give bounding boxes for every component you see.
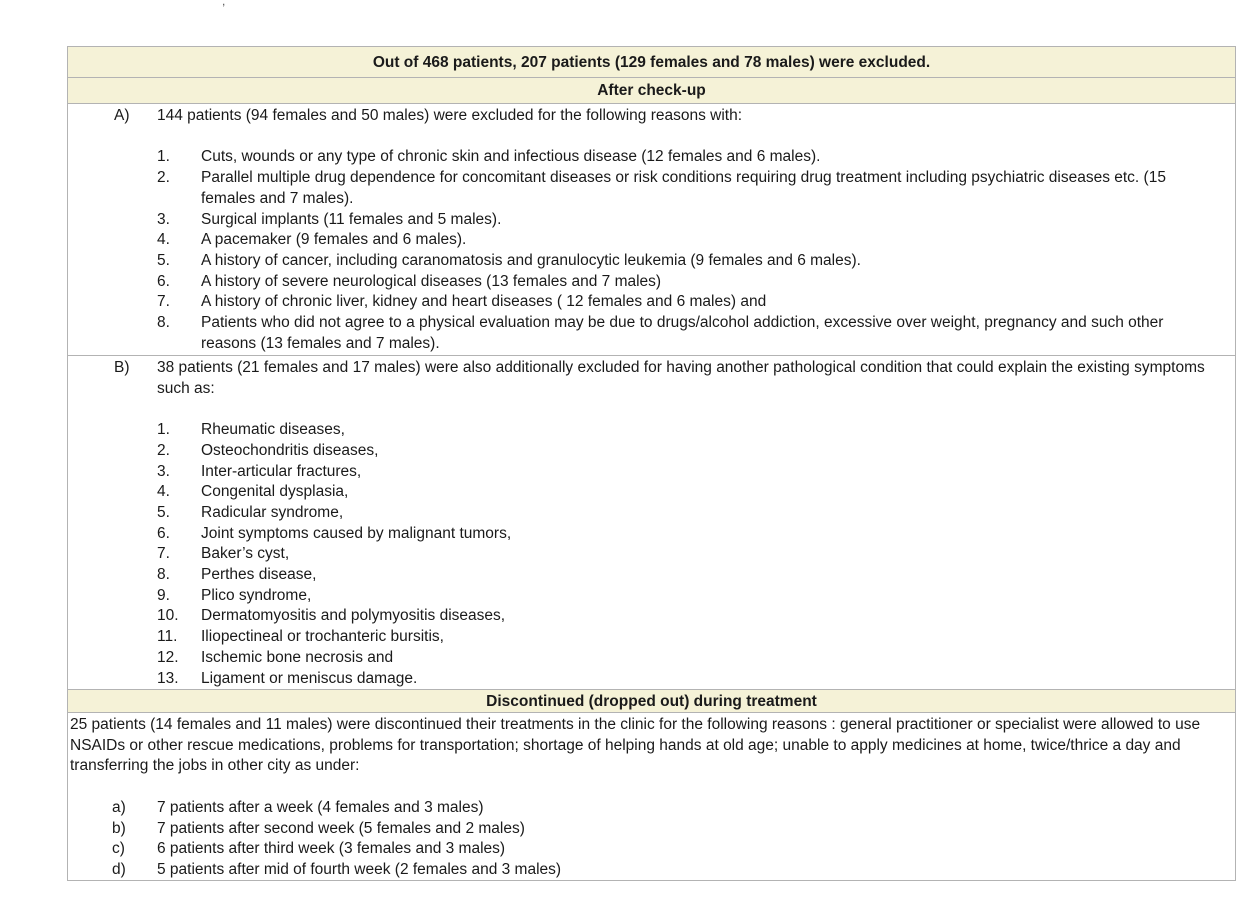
discontinued-header: Discontinued (dropped out) during treatment bbox=[68, 689, 1235, 713]
section-b-list bbox=[157, 420, 1215, 689]
list-item-number: a) bbox=[112, 798, 126, 816]
list-item bbox=[157, 441, 1215, 462]
list-item-text: Radicular syndrome, bbox=[201, 503, 344, 521]
exclusion-table bbox=[67, 46, 1236, 881]
list-item-number: 1. bbox=[157, 148, 170, 166]
list-item-number: 2. bbox=[157, 441, 170, 459]
list-item bbox=[157, 544, 1215, 565]
list-item-number: c) bbox=[112, 840, 125, 858]
discontinued-intro: 25 patients (14 females and 11 males) were discontinued their treatments in the clinic for the following reasons : general practitioner or specialist were allowed to use NSAIDs or other rescue medications, problems for transportation; shortage of helping hands at old age; unable to apply medicines at home, twice/thrice a day and transferring the jobs in other city as under: bbox=[70, 716, 1201, 775]
list-item-text: Rheumatic diseases, bbox=[201, 421, 345, 439]
list-item-text: Joint symptoms caused by malignant tumors, bbox=[201, 524, 512, 542]
list-item bbox=[157, 627, 1215, 648]
list-item-text: Osteochondritis diseases, bbox=[201, 441, 379, 459]
list-item-text: 7 patients after a week (4 females and 3 males) bbox=[157, 798, 484, 816]
list-item bbox=[157, 524, 1215, 545]
list-item-number: 3. bbox=[157, 462, 170, 480]
list-item bbox=[68, 819, 1235, 840]
list-item bbox=[157, 292, 1215, 313]
list-item-number: d) bbox=[112, 860, 126, 878]
list-item-number: 12. bbox=[157, 648, 179, 666]
list-item-text: Congenital dysplasia, bbox=[201, 483, 349, 501]
list-item-text: Cuts, wounds or any type of chronic skin and infectious disease (12 females and 6 males). bbox=[201, 148, 821, 166]
list-item-text: Iliopectineal or trochanteric bursitis, bbox=[201, 628, 444, 646]
top-fragment: , bbox=[222, 0, 226, 8]
list-item-text: 5 patients after mid of fourth week (2 females and 3 males) bbox=[157, 860, 562, 878]
list-item bbox=[157, 482, 1215, 503]
list-item-text: A history of severe neurological diseases (13 females and 7 males) bbox=[201, 272, 662, 290]
list-item-number: 8. bbox=[157, 314, 170, 332]
section-b-letter: B) bbox=[114, 359, 130, 376]
list-item bbox=[157, 313, 1215, 354]
list-item bbox=[157, 147, 1215, 168]
list-item-text: 6 patients after third week (3 females and 3 males) bbox=[157, 840, 506, 858]
list-item-text: Surgical implants (11 females and 5 males). bbox=[201, 210, 502, 228]
list-item bbox=[68, 798, 1235, 819]
list-item bbox=[157, 669, 1215, 690]
list-item-number: 1. bbox=[157, 421, 170, 439]
list-item-text: Dermatomyositis and polymyositis diseases, bbox=[201, 607, 506, 625]
list-item bbox=[157, 230, 1215, 251]
list-item-number: 10. bbox=[157, 607, 179, 625]
list-item-text: Baker’s cyst, bbox=[201, 545, 290, 563]
list-item-number: 4. bbox=[157, 231, 170, 249]
list-item-number: 7. bbox=[157, 293, 170, 311]
list-item bbox=[157, 272, 1215, 293]
list-item-number: 11. bbox=[157, 628, 178, 646]
list-item-text: Ischemic bone necrosis and bbox=[201, 648, 394, 666]
list-item bbox=[157, 648, 1215, 669]
list-item-text: A history of chronic liver, kidney and heart diseases ( 12 females and 6 males) and bbox=[201, 293, 767, 311]
discontinued-list bbox=[68, 798, 1235, 881]
list-item-text: Patients who did not agree to a physical evaluation may be due to drugs/alcohol addiction, excessive over weight, pregnancy and such other reasons (13 females and 7 males). bbox=[201, 314, 1164, 352]
list-item-text: 7 patients after second week (5 females and 2 males) bbox=[157, 819, 525, 837]
list-item-number: 8. bbox=[157, 566, 170, 584]
list-item-text: Perthes disease, bbox=[201, 566, 317, 584]
list-item-text: Plico syndrome, bbox=[201, 586, 312, 604]
list-item-text: Ligament or meniscus damage. bbox=[201, 669, 418, 687]
list-item bbox=[157, 462, 1215, 483]
section-c bbox=[68, 713, 1235, 880]
list-item bbox=[157, 251, 1215, 272]
list-item-number: b) bbox=[112, 819, 126, 837]
list-item-number: 6. bbox=[157, 524, 170, 542]
list-item bbox=[157, 503, 1215, 524]
section-b bbox=[68, 356, 1235, 689]
list-item bbox=[157, 210, 1215, 231]
section-a-letter: A) bbox=[114, 107, 130, 124]
after-checkup-header: After check-up bbox=[68, 78, 1235, 104]
list-item-number: 3. bbox=[157, 210, 170, 228]
list-item-text: A pacemaker (9 females and 6 males). bbox=[201, 231, 467, 249]
list-item bbox=[157, 606, 1215, 627]
list-item-number: 5. bbox=[157, 503, 170, 521]
section-a-intro: 144 patients (94 females and 50 males) were excluded for the following reasons with: bbox=[157, 107, 743, 124]
list-item-number: 4. bbox=[157, 483, 170, 501]
list-item-number: 13. bbox=[157, 669, 179, 687]
section-b-intro: 38 patients (21 females and 17 males) were also additionally excluded for having another pathological condition that could explain the existing symptoms such as: bbox=[157, 359, 1205, 397]
list-item bbox=[157, 586, 1215, 607]
list-item-number: 2. bbox=[157, 169, 170, 187]
list-item-number: 5. bbox=[157, 251, 170, 269]
list-item-number: 7. bbox=[157, 545, 170, 563]
list-item-text: Parallel multiple drug dependence for concomitant diseases or risk conditions requiring drug treatment including psychiatric diseases etc. (15 females and 7 males). bbox=[201, 169, 1166, 207]
section-a bbox=[68, 104, 1235, 356]
list-item-text: Inter-articular fractures, bbox=[201, 462, 362, 480]
list-item bbox=[157, 420, 1215, 441]
list-item bbox=[157, 565, 1215, 586]
list-item-number: 6. bbox=[157, 272, 170, 290]
list-item bbox=[68, 839, 1235, 860]
list-item bbox=[157, 168, 1215, 209]
section-a-list bbox=[157, 147, 1215, 354]
list-item-text: A history of cancer, including caranomatosis and granulocytic leukemia (9 females and 6 males). bbox=[201, 251, 861, 269]
list-item bbox=[68, 860, 1235, 881]
list-item-number: 9. bbox=[157, 586, 170, 604]
table-title: Out of 468 patients, 207 patients (129 females and 78 males) were excluded. bbox=[68, 47, 1235, 78]
